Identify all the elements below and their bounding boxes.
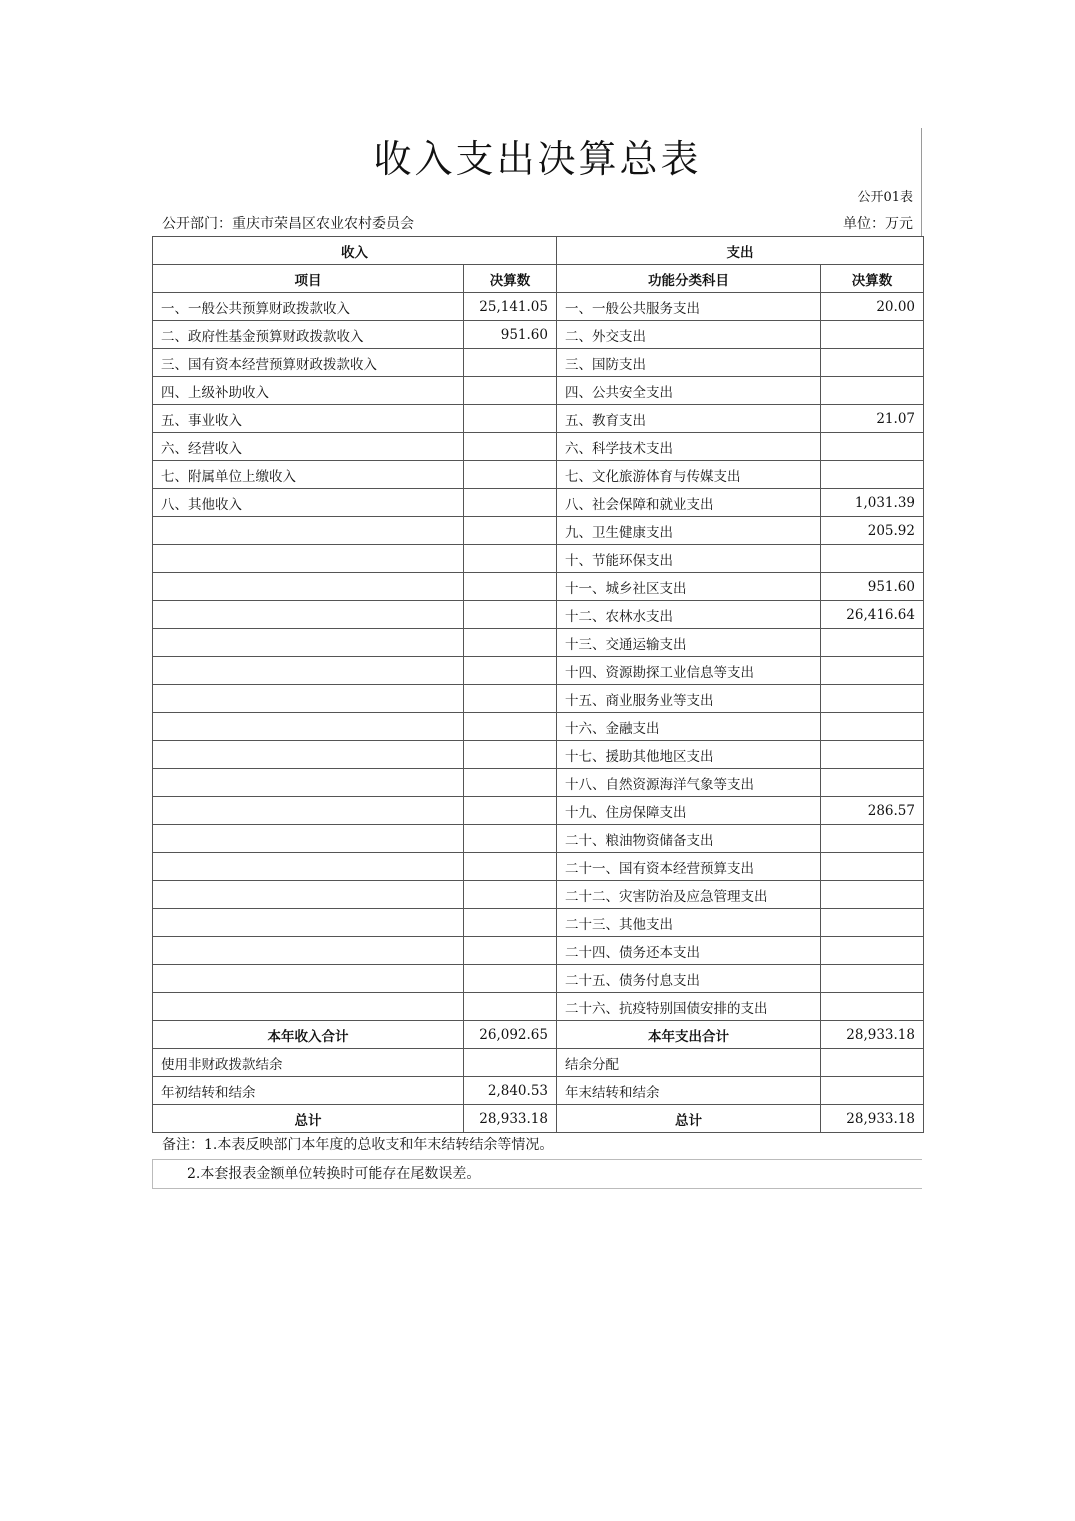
- column-header-amount: 决算数: [821, 265, 924, 293]
- table-row: [153, 825, 924, 853]
- expense-item: 二十六、抗疫特别国债安排的支出: [557, 993, 821, 1021]
- note-line-1: 备注：1.本表反映部门本年度的总收支和年末结转结余等情况。: [152, 1131, 922, 1160]
- table-row: [153, 349, 924, 377]
- income-item: 一、一般公共预算财政拨款收入: [153, 293, 464, 321]
- income-amount: [464, 545, 557, 573]
- expense-item: 九、卫生健康支出: [557, 517, 821, 545]
- income-amount: [464, 937, 557, 965]
- expense-amount: 20.00: [821, 293, 924, 321]
- table-row: [153, 601, 924, 629]
- income-amount: [464, 573, 557, 601]
- year-income-total-label: 本年收入合计: [153, 1021, 464, 1049]
- income-item: [153, 993, 464, 1021]
- expense-amount: 205.92: [821, 517, 924, 545]
- form-code: 公开01表: [857, 190, 913, 205]
- table-row: [153, 629, 924, 657]
- table-row: [153, 321, 924, 349]
- income-amount: [464, 433, 557, 461]
- income-amount: [464, 909, 557, 937]
- income-item: 七、附属单位上缴收入: [153, 461, 464, 489]
- income-amount: [464, 993, 557, 1021]
- table-row: [153, 293, 924, 321]
- table-row: [153, 1077, 924, 1105]
- expense-amount: [821, 349, 924, 377]
- income-item: [153, 629, 464, 657]
- expense-item: 二十二、灾害防治及应急管理支出: [557, 881, 821, 909]
- income-amount: [464, 853, 557, 881]
- income-item: [153, 825, 464, 853]
- expense-item: 一、一般公共服务支出: [557, 293, 821, 321]
- expense-item: 二十五、债务付息支出: [557, 965, 821, 993]
- income-amount: [464, 349, 557, 377]
- income-amount: [464, 965, 557, 993]
- income-item: [153, 853, 464, 881]
- table-row: [153, 769, 924, 797]
- expense-item: 八、社会保障和就业支出: [557, 489, 821, 517]
- table-row: [153, 545, 924, 573]
- expense-item: 十、节能环保支出: [557, 545, 821, 573]
- begin-balance-value: 2,840.53: [464, 1077, 557, 1105]
- expense-item: 十六、金融支出: [557, 713, 821, 741]
- income-amount: [464, 405, 557, 433]
- table-row: [153, 853, 924, 881]
- income-item: [153, 965, 464, 993]
- income-item: 二、政府性基金预算财政拨款收入: [153, 321, 464, 349]
- income-item: [153, 909, 464, 937]
- expense-header: 支出: [557, 237, 924, 265]
- header-row-sections: [153, 237, 924, 265]
- header-row-columns: [153, 265, 924, 293]
- year-total-row: [153, 1021, 924, 1049]
- department-label: 公开部门：重庆市荣昌区农业农村委员会: [162, 216, 414, 232]
- grand-total-income: 28,933.18: [464, 1105, 557, 1133]
- income-amount: [464, 685, 557, 713]
- income-item: 四、上级补助收入: [153, 377, 464, 405]
- table-row: [153, 657, 924, 685]
- expense-amount: [821, 377, 924, 405]
- table-row: [153, 517, 924, 545]
- table-row: [153, 993, 924, 1021]
- expense-item: 二、外交支出: [557, 321, 821, 349]
- income-amount: [464, 741, 557, 769]
- table-row: [153, 881, 924, 909]
- income-item: [153, 657, 464, 685]
- income-amount: 951.60: [464, 321, 557, 349]
- grand-total-label-expense: 总计: [557, 1105, 821, 1133]
- expense-amount: 286.57: [821, 797, 924, 825]
- notes: [152, 1131, 922, 1189]
- expense-amount: [821, 461, 924, 489]
- expense-amount: [821, 881, 924, 909]
- income-amount: [464, 769, 557, 797]
- begin-balance-label: 年初结转和结余: [153, 1077, 464, 1105]
- table-row: [153, 741, 924, 769]
- grand-total-expense: 28,933.18: [821, 1105, 924, 1133]
- expense-item: 四、公共安全支出: [557, 377, 821, 405]
- table-row: [153, 685, 924, 713]
- table-row: [153, 573, 924, 601]
- end-balance-value: [821, 1077, 924, 1105]
- expense-item: 二十四、债务还本支出: [557, 937, 821, 965]
- expense-item: 七、文化旅游体育与传媒支出: [557, 461, 821, 489]
- expense-item: 二十三、其他支出: [557, 909, 821, 937]
- income-item: [153, 573, 464, 601]
- expense-item: 十八、自然资源海洋气象等支出: [557, 769, 821, 797]
- expense-item: 五、教育支出: [557, 405, 821, 433]
- expense-amount: 26,416.64: [821, 601, 924, 629]
- expense-item: 十九、住房保障支出: [557, 797, 821, 825]
- income-item: [153, 545, 464, 573]
- column-header-function: 功能分类科目: [557, 265, 821, 293]
- note-line-2: 2.本套报表金额单位转换时可能存在尾数误差。: [152, 1160, 922, 1189]
- table-row: [153, 377, 924, 405]
- expense-amount: 951.60: [821, 573, 924, 601]
- right-border-line: [921, 128, 922, 236]
- grand-total-label-income: 总计: [153, 1105, 464, 1133]
- expense-item: 六、科学技术支出: [557, 433, 821, 461]
- income-item: [153, 517, 464, 545]
- expense-amount: [821, 433, 924, 461]
- income-item: 五、事业收入: [153, 405, 464, 433]
- income-item: [153, 741, 464, 769]
- expense-amount: [821, 993, 924, 1021]
- column-header-item: 项目: [153, 265, 464, 293]
- expense-item: 三、国防支出: [557, 349, 821, 377]
- year-income-total-value: 26,092.65: [464, 1021, 557, 1049]
- income-amount: [464, 489, 557, 517]
- expense-item: 十七、援助其他地区支出: [557, 741, 821, 769]
- income-amount: [464, 629, 557, 657]
- income-item: [153, 685, 464, 713]
- income-item: [153, 713, 464, 741]
- nonfiscal-value: [464, 1049, 557, 1077]
- table-row: [153, 937, 924, 965]
- income-amount: [464, 601, 557, 629]
- income-amount: [464, 657, 557, 685]
- income-item: [153, 601, 464, 629]
- expense-item: 二十、粮油物资储备支出: [557, 825, 821, 853]
- expense-amount: [821, 825, 924, 853]
- page-title: 收入支出决算总表: [373, 137, 702, 181]
- expense-item: 十五、商业服务业等支出: [557, 685, 821, 713]
- income-amount: [464, 517, 557, 545]
- income-amount: [464, 461, 557, 489]
- surplus-distribution-label: 结余分配: [557, 1049, 821, 1077]
- table-row: [153, 909, 924, 937]
- expense-amount: [821, 685, 924, 713]
- expense-amount: [821, 713, 924, 741]
- income-item: 八、其他收入: [153, 489, 464, 517]
- expense-amount: [821, 321, 924, 349]
- expense-item: 十三、交通运输支出: [557, 629, 821, 657]
- expense-amount: [821, 657, 924, 685]
- expense-amount: [821, 937, 924, 965]
- income-item: [153, 881, 464, 909]
- expense-amount: 21.07: [821, 405, 924, 433]
- expense-amount: [821, 741, 924, 769]
- table-row: [153, 965, 924, 993]
- column-header-amount: 决算数: [464, 265, 557, 293]
- nonfiscal-label: 使用非财政拨款结余: [153, 1049, 464, 1077]
- expense-item: 十四、资源勘探工业信息等支出: [557, 657, 821, 685]
- income-amount: [464, 713, 557, 741]
- expense-amount: 1,031.39: [821, 489, 924, 517]
- unit-label: 单位：万元: [843, 216, 913, 232]
- table-row: [153, 489, 924, 517]
- table-row: [153, 461, 924, 489]
- income-item: [153, 769, 464, 797]
- income-item: [153, 937, 464, 965]
- income-header: 收入: [153, 237, 557, 265]
- income-item: 三、国有资本经营预算财政拨款收入: [153, 349, 464, 377]
- income-amount: [464, 825, 557, 853]
- expense-amount: [821, 769, 924, 797]
- table-row: [153, 405, 924, 433]
- expense-item: 十二、农林水支出: [557, 601, 821, 629]
- income-expense-table: [152, 236, 924, 1133]
- expense-amount: [821, 629, 924, 657]
- table-row: [153, 433, 924, 461]
- surplus-distribution-value: [821, 1049, 924, 1077]
- table-row: [153, 713, 924, 741]
- expense-amount: [821, 853, 924, 881]
- expense-item: 十一、城乡社区支出: [557, 573, 821, 601]
- grand-total-row: [153, 1105, 924, 1133]
- income-amount: [464, 797, 557, 825]
- expense-amount: [821, 909, 924, 937]
- expense-amount: [821, 545, 924, 573]
- year-expense-total-label: 本年支出合计: [557, 1021, 821, 1049]
- end-balance-label: 年末结转和结余: [557, 1077, 821, 1105]
- year-expense-total-value: 28,933.18: [821, 1021, 924, 1049]
- income-item: 六、经营收入: [153, 433, 464, 461]
- income-amount: [464, 881, 557, 909]
- income-item: [153, 797, 464, 825]
- expense-amount: [821, 965, 924, 993]
- income-amount: [464, 377, 557, 405]
- expense-item: 二十一、国有资本经营预算支出: [557, 853, 821, 881]
- table-row: [153, 797, 924, 825]
- income-amount: 25,141.05: [464, 293, 557, 321]
- table-row: [153, 1049, 924, 1077]
